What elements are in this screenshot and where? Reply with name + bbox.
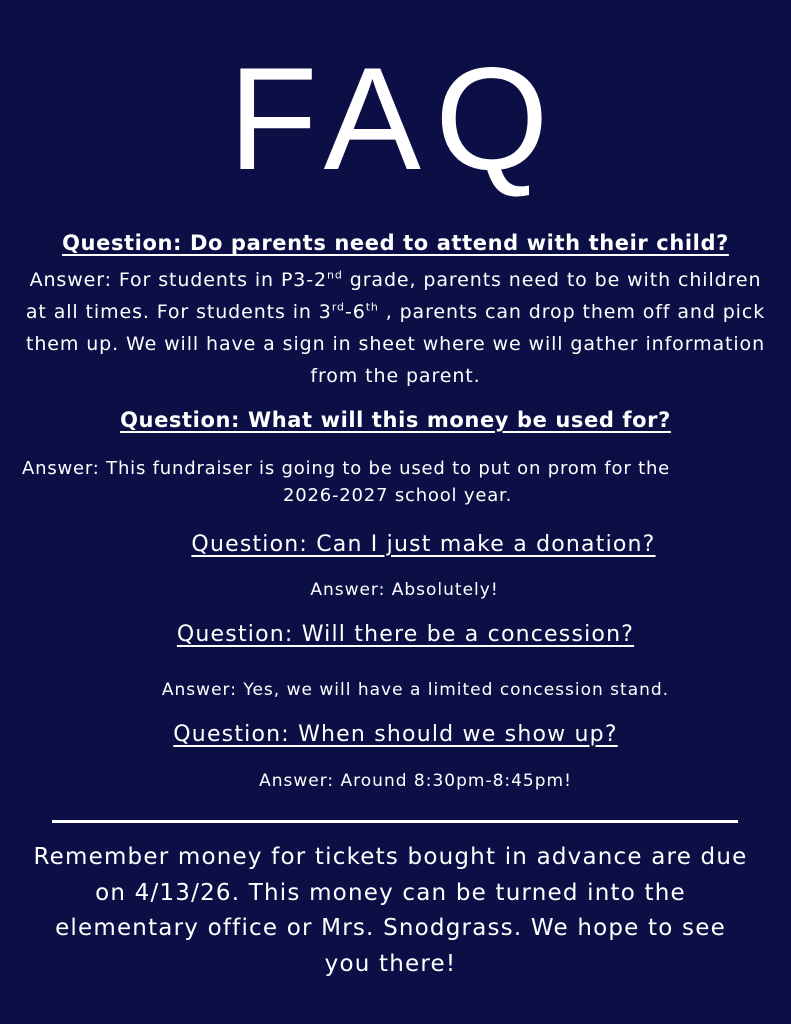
faq-question-3: Question: Can I just make a donation? xyxy=(191,532,656,557)
faq-answer-3: Answer: Absolutely! xyxy=(310,580,499,600)
faq-question-5: Question: When should we show up? xyxy=(173,722,618,747)
faq-answer-2-line-1: Answer: This fundraiser is going to be used to put on prom for the xyxy=(22,458,671,479)
faq-answer-2-line-2: 2026-2027 school year. xyxy=(283,485,513,506)
faq-question-2: Question: What will this money be used for? xyxy=(120,408,671,432)
page-title: FAQ xyxy=(228,37,563,200)
section-divider xyxy=(52,820,738,823)
faq-answer-1: Answer: For students in P3-2nd grade, parents need to be with children at all times. For students in 3rd-6th , parents can drop them off and pick them up. We will have a sign in sheet where we will gather information from the parent. xyxy=(25,268,766,387)
faq-question-4: Question: Will there be a concession? xyxy=(176,622,635,647)
faq-answer-5: Answer: Around 8:30pm-8:45pm! xyxy=(259,771,572,791)
reminder-note: Remember money for tickets bought in advance are due on 4/13/26. This money can be turned into the elementary office or Mrs. Snodgrass. We hope to see you there! xyxy=(33,844,748,977)
faq-question-1: Question: Do parents need to attend with their child? xyxy=(62,231,729,255)
faq-answer-4: Answer: Yes, we will have a limited concession stand. xyxy=(161,680,670,700)
